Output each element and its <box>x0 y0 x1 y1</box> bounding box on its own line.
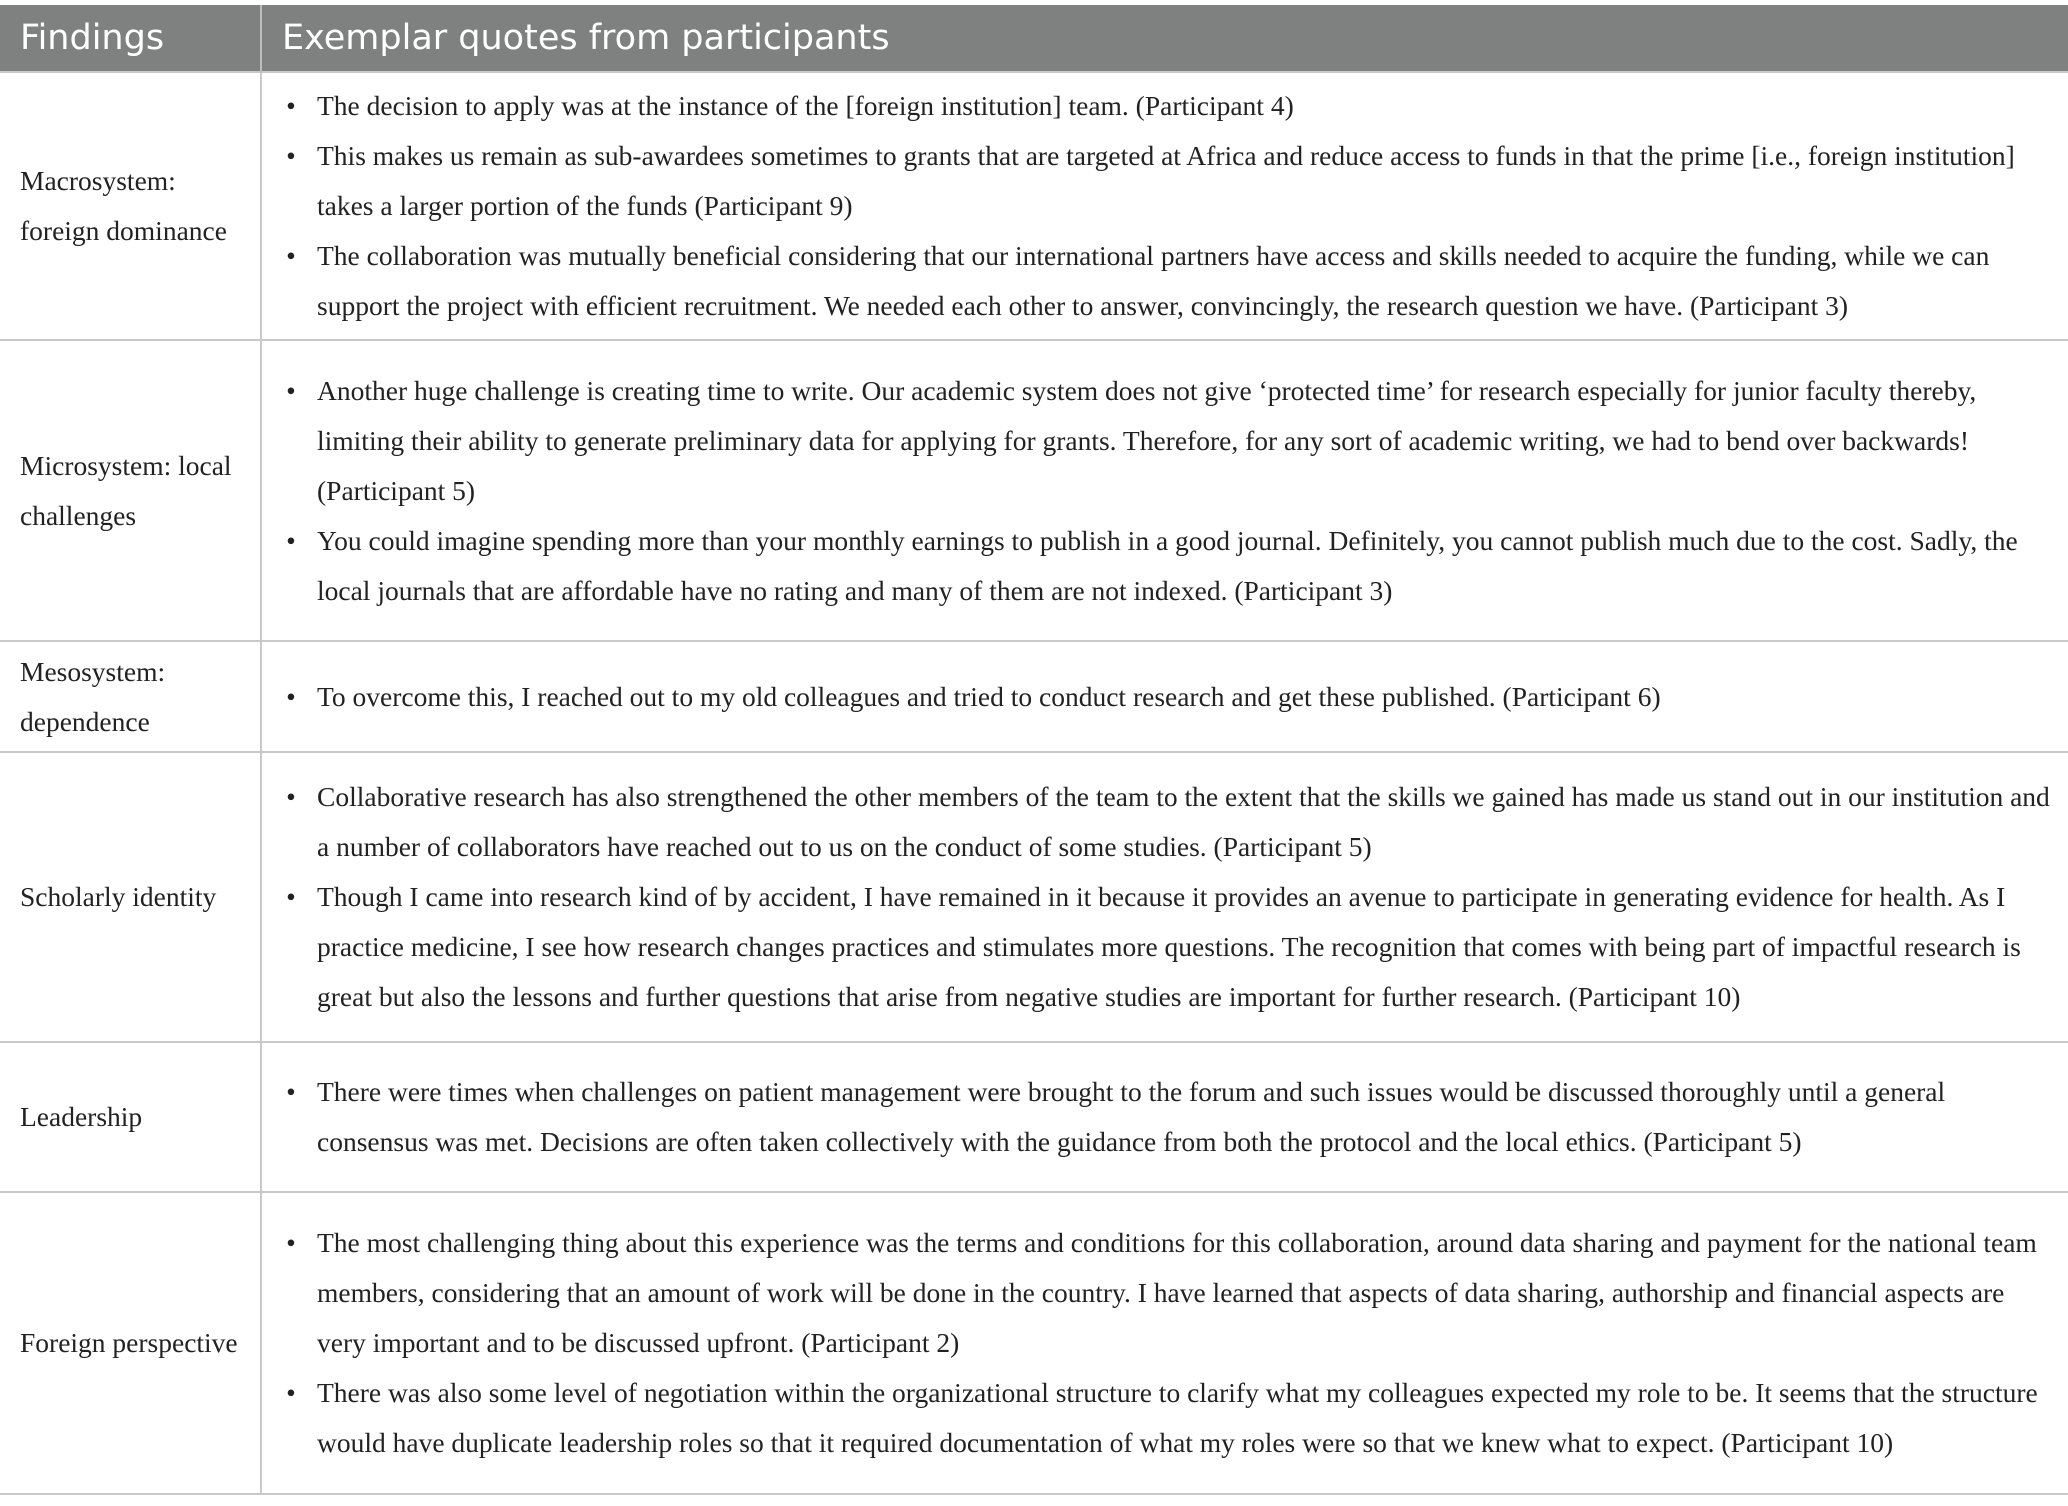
bullet-icon: • <box>286 374 296 406</box>
quotes-cell <box>261 340 2068 641</box>
bullet-icon: • <box>286 881 296 912</box>
table-row <box>0 641 2068 752</box>
quote-text: This makes us remain as sub-awardees sometimes to grants that are targeted at Africa and reduce access to funds in that the prime [i.e., foreign institution] takes a larger portion of the funds (Participant 9) <box>317 140 2015 221</box>
quote-text: The decision to apply was at the instance of the [foreign institution] team. (Participant 4) <box>317 90 1294 121</box>
quote-text: Though I came into research kind of by accident, I have remained in it because it provides an avenue to participate in generating evidence for health. As I practice medicine, I see how research changes practices and stimulates more questions. The recognition that comes with being part of impactful research is great but also the lessons and further questions that arise from negative studies are important for further research. (Participant 10) <box>317 881 2021 1012</box>
bullet-icon: • <box>286 1227 296 1258</box>
quote-item <box>276 672 2054 722</box>
quote-text: There were times when challenges on patient management were brought to the forum and such issues would be discussed thoroughly until a general consensus was met. Decisions are often taken collectively with the guidance from both the protocol and the local ethics. (Participant 5) <box>317 1076 1946 1157</box>
bullet-icon: • <box>286 1076 296 1107</box>
bullet-icon: • <box>286 680 296 712</box>
bullet-icon: • <box>286 140 296 171</box>
quotes-cell <box>261 1042 2068 1192</box>
quote-list <box>276 81 2054 331</box>
bullet-icon: • <box>286 524 296 556</box>
header-findings: Findings <box>0 5 261 72</box>
quote-text: The collaboration was mutually beneficial considering that our international partners have access and skills needed to acquire the funding, while we can support the project with efficient recruitment. We needed each other to answer, convincingly, the research question we have. (Participant 3) <box>317 240 1990 321</box>
quote-list <box>276 1067 2054 1167</box>
findings-table-container <box>0 5 2068 1495</box>
quote-item <box>276 1067 2054 1167</box>
quotes-cell <box>261 1192 2068 1494</box>
quote-text: To overcome this, I reached out to my old colleagues and tried to conduct research and get these published. (Participant 6) <box>317 680 1661 712</box>
quote-item <box>276 516 2054 616</box>
table-row <box>0 72 2068 340</box>
quote-text: Another huge challenge is creating time to write. Our academic system does not give ‘protected time’ for research especially for junior faculty thereby, limiting their ability to generate preliminary data for applying for grants. Therefore, for any sort of academic writing, we had to bend over backwards! (Participant 5) <box>317 374 1977 506</box>
finding-cell: Foreign perspective <box>0 1192 261 1494</box>
table-row <box>0 1192 2068 1494</box>
quote-text: There was also some level of negotiation within the organizational structure to clarify what my colleagues expected my role to be. It seems that the structure would have duplicate leadership roles so that it required documentation of what my roles were so that we knew what to expect. (Participant 10) <box>317 1377 2038 1458</box>
quote-text: The most challenging thing about this experience was the terms and conditions for this collaboration, around data sharing and payment for the national team members, considering that an amount of work will be done in the country. I have learned that aspects of data sharing, authorship and financial aspects are very important and to be discussed upfront. (Participant 2) <box>317 1227 2037 1358</box>
quotes-cell <box>261 72 2068 340</box>
quote-item <box>276 1368 2054 1468</box>
quote-item <box>276 1218 2054 1368</box>
finding-cell: Scholarly identity <box>0 752 261 1042</box>
quote-item <box>276 366 2054 516</box>
table-body <box>0 72 2068 1494</box>
quote-item <box>276 131 2054 231</box>
bullet-icon: • <box>286 240 296 271</box>
table-row <box>0 1042 2068 1192</box>
header-quotes: Exemplar quotes from participants <box>261 5 2068 72</box>
quote-item <box>276 231 2054 331</box>
findings-table <box>0 5 2068 1495</box>
table-row <box>0 752 2068 1042</box>
quotes-cell <box>261 641 2068 752</box>
quote-item <box>276 772 2054 872</box>
quote-text: Collaborative research has also strengthened the other members of the team to the extent that the skills we gained has made us stand out in our institution and a number of collaborators have reached out to us on the conduct of some studies. (Participant 5) <box>317 781 2050 862</box>
bullet-icon: • <box>286 1377 296 1408</box>
table-row <box>0 340 2068 641</box>
quote-item <box>276 872 2054 1022</box>
bullet-icon: • <box>286 781 296 812</box>
quote-list <box>276 772 2054 1022</box>
quote-list <box>276 1218 2054 1468</box>
header-row <box>0 5 2068 72</box>
quote-list <box>276 366 2054 616</box>
finding-cell: Microsystem: local challenges <box>0 340 261 641</box>
quote-item <box>276 81 2054 131</box>
bullet-icon: • <box>286 90 296 121</box>
quotes-cell <box>261 752 2068 1042</box>
finding-cell: Mesosystem: dependence <box>0 641 261 752</box>
quote-text: You could imagine spending more than your monthly earnings to publish in a good journal. Definitely, you cannot publish much due to the cost. Sadly, the local journals that are affordable have no rating and many of them are not indexed. (Participant 3) <box>317 524 2018 606</box>
finding-cell: Macrosystem: foreign dominance <box>0 72 261 340</box>
quote-list <box>276 672 2054 722</box>
finding-cell: Leadership <box>0 1042 261 1192</box>
table-header <box>0 5 2068 72</box>
